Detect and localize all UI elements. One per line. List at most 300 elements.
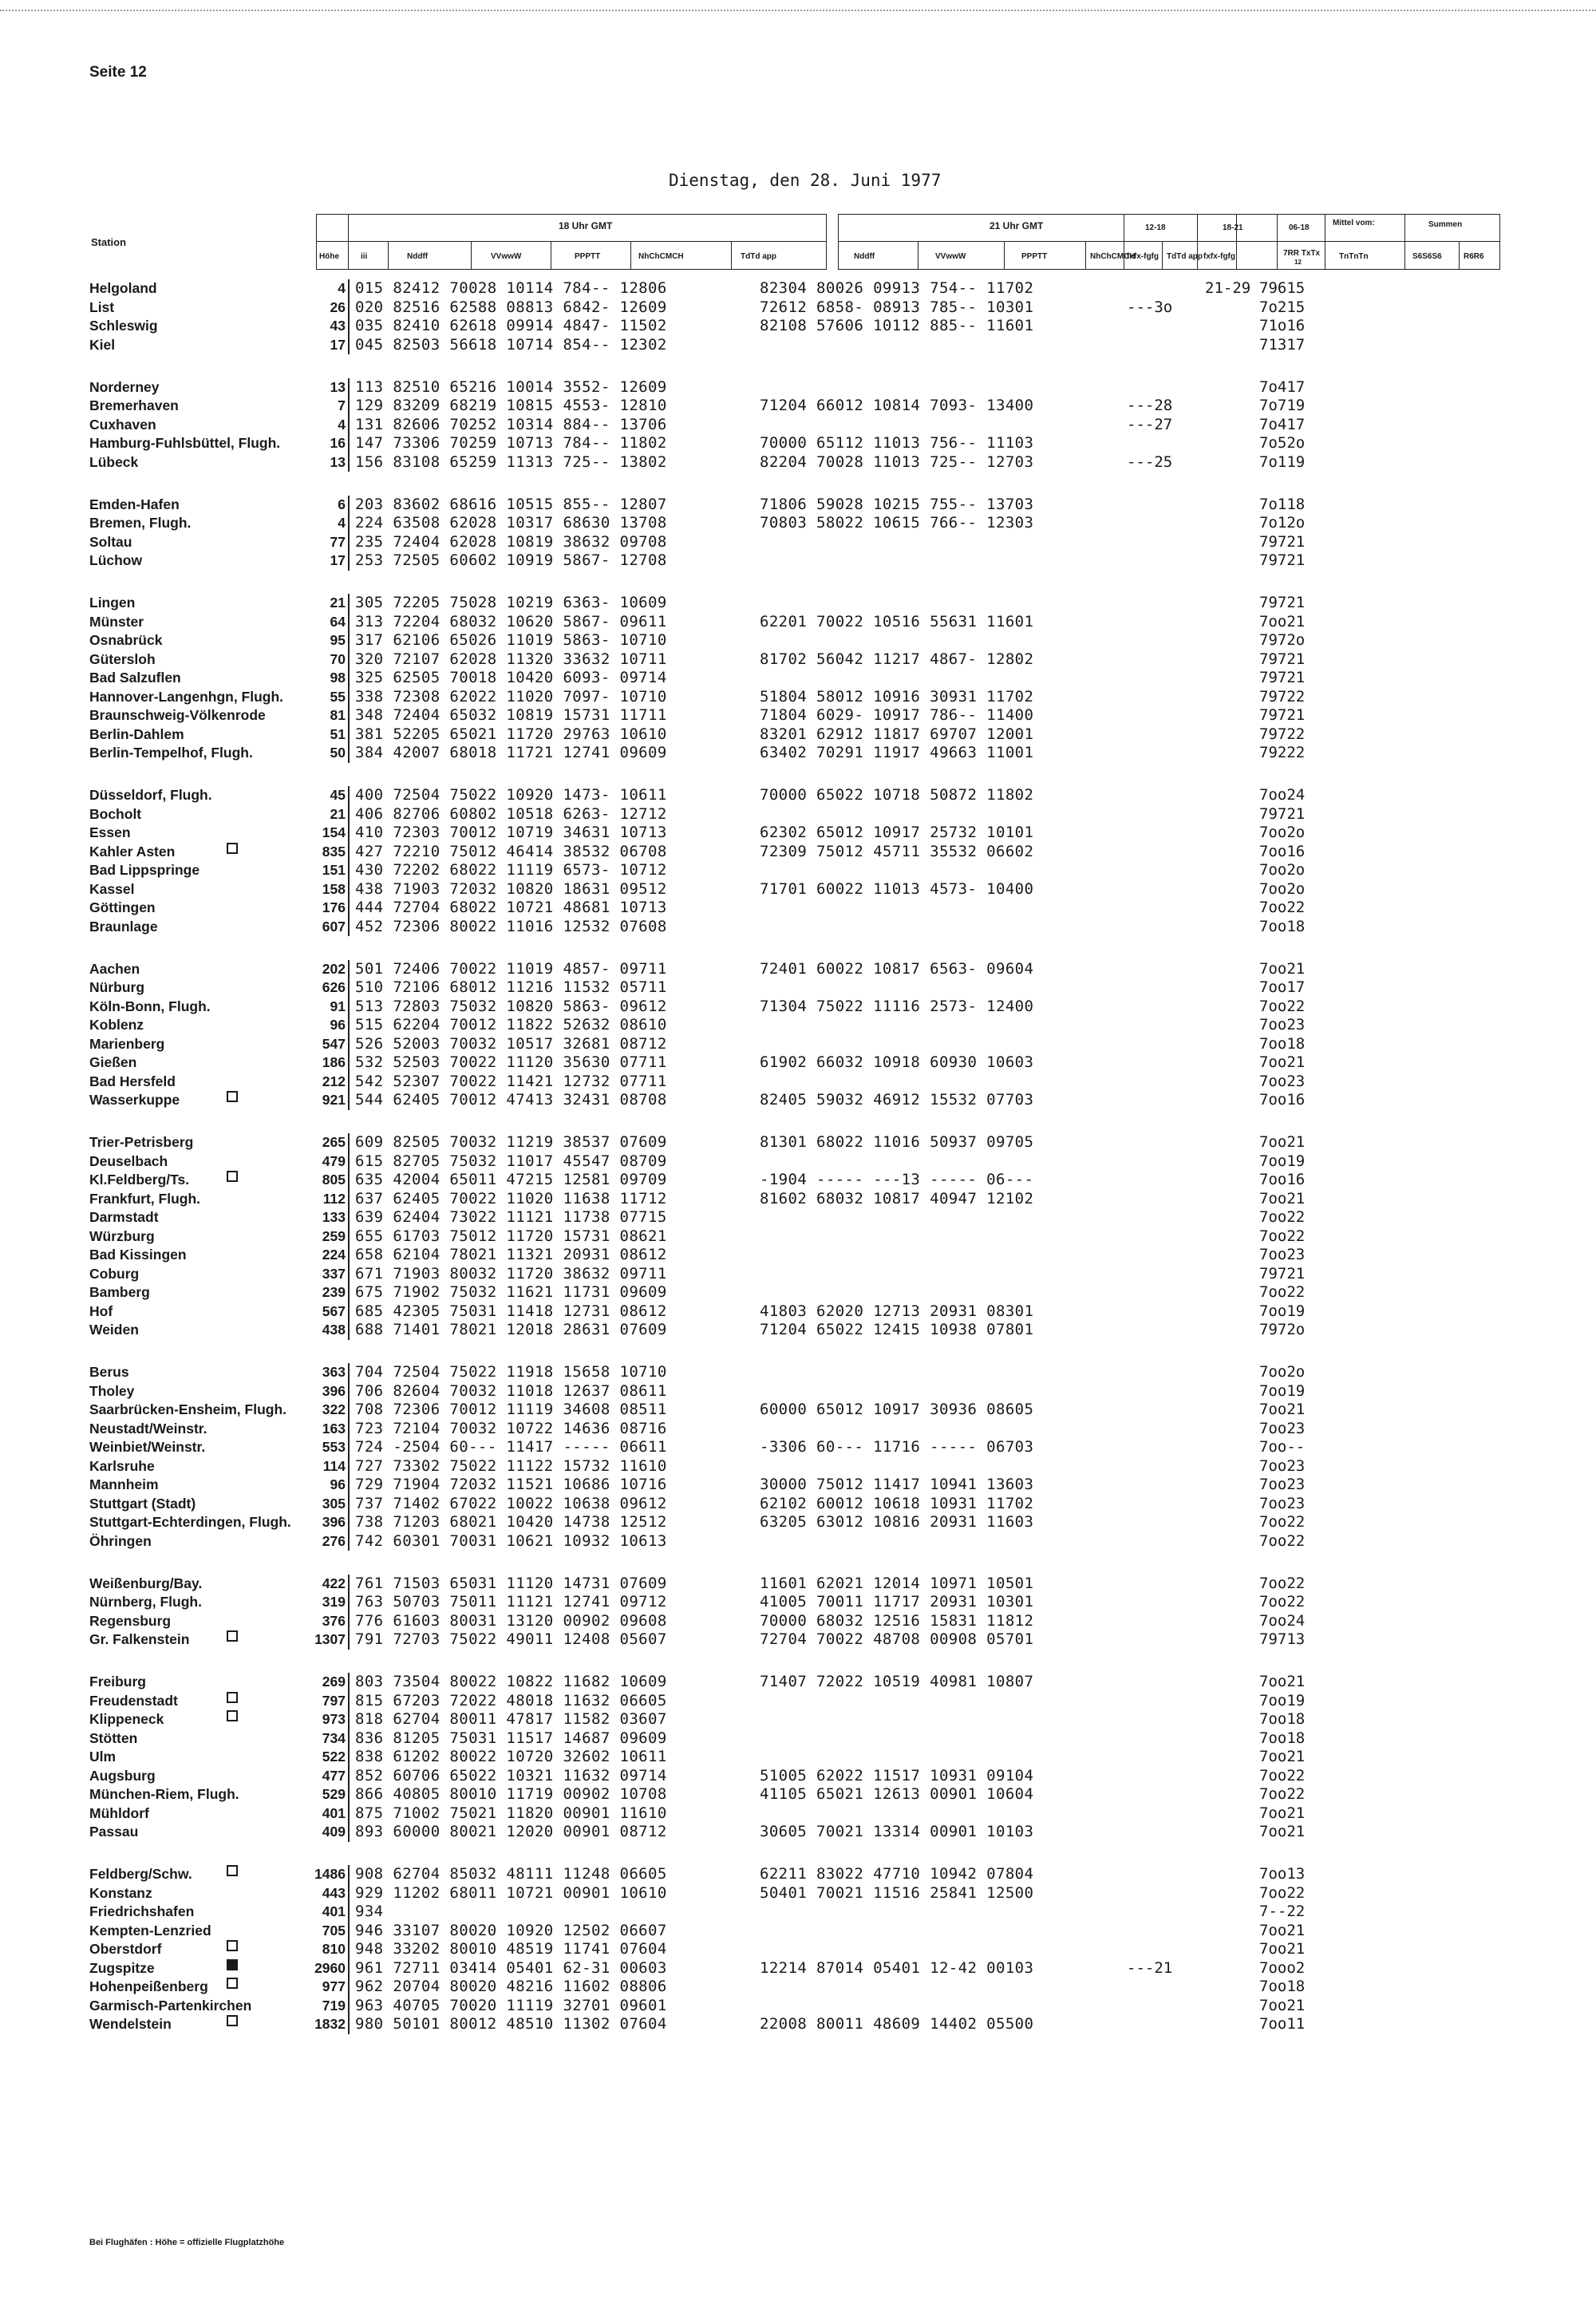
table-row [0, 416, 1596, 435]
obs-18-utc: 791 72703 75022 49011 12408 05607 [355, 1630, 667, 1648]
obs-21-utc: 12214 87014 05401 12-42 00103 [760, 1958, 1034, 1977]
mittel-value: 79721 [1259, 669, 1306, 686]
obs-18-utc: 513 72803 75032 10820 5863- 09612 [355, 997, 667, 1015]
station-altitude: 4 [338, 416, 346, 433]
table-row [0, 1190, 1596, 1209]
column-divider [348, 1884, 350, 1903]
open-square-icon [227, 1171, 238, 1182]
col18-pppt: PPPTT [575, 252, 601, 261]
col-r6: R6R6 [1464, 252, 1484, 261]
station-name: Norderney [89, 378, 160, 395]
station-altitude: 21 [330, 805, 346, 822]
station-altitude: 805 [322, 1172, 346, 1188]
station-name: Emden-Hafen [89, 496, 180, 512]
column-divider [348, 1246, 350, 1265]
col-06-18: 06-18 [1289, 223, 1310, 232]
obs-18-utc: 727 73302 75022 11122 15732 11610 [355, 1456, 667, 1475]
col18-nddff: Nddff [407, 252, 429, 261]
station-name: Braunschweig-Völkenrode [89, 707, 266, 723]
station-altitude: 2960 [314, 1959, 346, 1976]
obs-21-utc: 51005 62022 11517 10931 09104 [760, 1766, 1034, 1784]
column-divider [348, 1903, 350, 1922]
station-altitude: 239 [322, 1284, 346, 1300]
station-name: Zugspitze [89, 1959, 155, 1976]
table-row [0, 880, 1596, 899]
mittel-value: 7oo22 [1259, 1283, 1306, 1301]
obs-18-utc: 501 72406 70022 11019 4857- 09711 [355, 959, 667, 978]
obs-18-utc: 803 73504 80022 10822 11682 10609 [355, 1673, 667, 1690]
col-mittel: Mittel vom: [1333, 219, 1375, 227]
obs-18-utc: 961 72711 03414 05401 62-31 00603 [355, 1958, 667, 1977]
obs-18-utc: 609 82505 70032 11219 38537 07609 [355, 1133, 667, 1151]
obs-18-utc: 406 82706 60802 10518 6263- 12712 [355, 804, 667, 823]
obs-21-utc: 41803 62020 12713 20931 08301 [760, 1302, 1034, 1320]
station-altitude: 607 [322, 918, 346, 935]
mittel-value: 7oo16 [1259, 1171, 1306, 1188]
station-name: Berlin-Tempelhof, Flugh. [89, 745, 253, 761]
obs-18-utc: 129 83209 68219 10815 4553- 12810 [355, 397, 667, 414]
obs-18-utc: 908 62704 85032 48111 11248 06605 [355, 1865, 667, 1883]
obs-18-utc: 704 72504 75022 11918 15658 10710 [355, 1363, 667, 1381]
column-divider [348, 533, 350, 552]
column-divider [348, 843, 350, 862]
column-divider [348, 650, 350, 670]
open-square-icon [227, 1091, 238, 1102]
gust-12-18: ---3o [1127, 298, 1173, 316]
table-row [0, 899, 1596, 918]
obs-18-utc: 325 62505 70018 10420 6093- 09714 [355, 669, 667, 686]
obs-21-utc: 82405 59032 46912 15532 07703 [760, 1091, 1034, 1109]
column-divider [348, 960, 350, 979]
obs-18-utc: 836 81205 75031 11517 14687 09609 [355, 1729, 667, 1747]
station-altitude: 1486 [314, 1866, 346, 1882]
station-name: Karlsruhe [89, 1457, 155, 1474]
mittel-value: 7oo24 [1259, 1611, 1306, 1630]
table-row [0, 978, 1596, 998]
table-row [0, 1073, 1596, 1092]
station-group [0, 496, 1596, 571]
mittel-value: 7oo23 [1259, 1476, 1306, 1493]
obs-18-utc: 452 72306 80022 11016 12532 07608 [355, 917, 667, 935]
station-name: Bremerhaven [89, 397, 179, 413]
station-name: Weinbiet/Weinstr. [89, 1439, 206, 1455]
table-row [0, 298, 1596, 318]
table-row [0, 1321, 1596, 1340]
column-divider [348, 1302, 350, 1322]
station-altitude: 265 [322, 1134, 346, 1150]
station-altitude: 51 [330, 725, 346, 742]
station-name: Koblenz [89, 1017, 144, 1033]
obs-18-utc: 963 40705 70020 11119 32701 09601 [355, 1996, 667, 2014]
obs-21-utc: 41105 65021 12613 00901 10604 [760, 1785, 1034, 1803]
column-divider [348, 1133, 350, 1152]
obs-21-utc: 71701 60022 11013 4573- 10400 [760, 879, 1034, 898]
column-divider [348, 1265, 350, 1284]
station-name: Konstanz [89, 1884, 152, 1901]
gust-12-18: ---25 [1127, 453, 1173, 471]
table-row [0, 1978, 1596, 1997]
table-row [0, 786, 1596, 805]
station-altitude: 163 [322, 1420, 346, 1437]
table-row [0, 1152, 1596, 1172]
station-altitude: 322 [322, 1401, 346, 1417]
station-name: Braunlage [89, 918, 158, 935]
obs-21-utc: 70803 58022 10615 766-- 12303 [760, 514, 1034, 532]
column-divider [348, 631, 350, 650]
obs-18-utc: 410 72303 70012 10719 34631 10713 [355, 824, 667, 841]
mittel-value: 7o215 [1259, 298, 1306, 316]
obs-21-utc: 72309 75012 45711 35532 06602 [760, 842, 1034, 860]
column-divider [348, 688, 350, 707]
station-altitude: 202 [322, 960, 346, 977]
table-row [0, 1053, 1596, 1073]
column-divider [348, 1940, 350, 1959]
table-row [0, 1922, 1596, 1941]
station-name: Kahler Asten [89, 843, 176, 860]
mittel-value: 7972o [1259, 1321, 1306, 1338]
col-summen: Summen [1428, 220, 1463, 229]
station-name: Mannheim [89, 1476, 159, 1492]
station-altitude: 158 [322, 880, 346, 897]
table-row [0, 397, 1596, 416]
table-row [0, 1710, 1596, 1729]
station-altitude: 269 [322, 1674, 346, 1690]
station-altitude: 547 [322, 1035, 346, 1052]
column-divider [348, 1091, 350, 1110]
col-fx1: fxfx-fgfg [1127, 252, 1159, 261]
mittel-value: 7o52o [1259, 434, 1306, 452]
station-altitude: 973 [322, 1711, 346, 1727]
station-group [0, 378, 1596, 472]
mittel-value: 7oo21 [1259, 1673, 1306, 1690]
table-row [0, 1997, 1596, 2016]
obs-21-utc: 63402 70291 11917 49663 11001 [760, 744, 1034, 761]
column-divider [348, 918, 350, 937]
group-18-uhr: 18 Uhr GMT [559, 220, 613, 231]
column-divider [348, 1208, 350, 1227]
station-name: Friedrichshafen [89, 1903, 195, 1919]
column-divider [348, 1865, 350, 1884]
station-altitude: 70 [330, 650, 346, 667]
mittel-value: 7oo21 [1259, 1804, 1306, 1822]
mittel-value: 7ooo2 [1259, 1958, 1306, 1977]
obs-21-utc: 30605 70021 13314 00901 10103 [760, 1823, 1034, 1840]
obs-21-utc: 50401 70021 11516 25841 12500 [760, 1883, 1034, 1902]
station-name: Regensburg [89, 1612, 172, 1629]
table-row [0, 706, 1596, 725]
obs-18-utc: 688 71401 78021 12018 28631 07609 [355, 1321, 667, 1338]
station-altitude: 212 [322, 1073, 346, 1089]
obs-21-utc: 11601 62021 12014 10971 10501 [760, 1574, 1034, 1592]
column-divider [348, 1612, 350, 1631]
table-row [0, 1823, 1596, 1842]
obs-18-utc: 729 71904 72032 11521 10686 10716 [355, 1476, 667, 1493]
table-row [0, 434, 1596, 453]
col-7rr: 7RR TxTx [1283, 249, 1321, 258]
column-divider [348, 1630, 350, 1650]
station-name: Kassel [89, 880, 135, 897]
mittel-value: 79722 [1259, 687, 1306, 705]
station-name: Klippeneck [89, 1711, 164, 1727]
table-row [0, 1532, 1596, 1551]
mittel-value: 7oo21 [1259, 1921, 1306, 1939]
obs-21-utc: 72612 6858- 08913 785-- 10301 [760, 298, 1034, 316]
station-altitude: 45 [330, 787, 346, 803]
obs-18-utc: 384 42007 68018 11721 12741 09609 [355, 744, 667, 761]
obs-18-utc: 156 83108 65259 11313 725-- 13802 [355, 453, 667, 471]
mittel-value: 7oo2o [1259, 879, 1306, 898]
gust-12-18: ---21 [1127, 1958, 1173, 1977]
mittel-value: 7oo22 [1259, 1227, 1306, 1245]
table-row [0, 594, 1596, 613]
table-row [0, 1785, 1596, 1804]
page-date: Dienstag, den 28. Juni 1977 [669, 171, 942, 190]
obs-18-utc: 320 72107 62028 11320 33632 10711 [355, 650, 667, 668]
column-divider [348, 1785, 350, 1804]
mittel-value: 7oo21 [1259, 1189, 1306, 1207]
station-name: Gr. Falkenstein [89, 1631, 190, 1647]
obs-18-utc: 685 42305 75031 11418 12731 08612 [355, 1302, 667, 1320]
station-altitude: 719 [322, 1997, 346, 2014]
station-name: Bamberg [89, 1284, 150, 1300]
station-name: Ulm [89, 1749, 117, 1765]
station-altitude: 77 [330, 533, 346, 550]
obs-18-utc: 815 67203 72022 48018 11632 06605 [355, 1691, 667, 1709]
obs-21-utc: 81602 68032 10817 40947 12102 [760, 1189, 1034, 1207]
mittel-value: 79721 [1259, 650, 1306, 668]
table-row [0, 1457, 1596, 1476]
station-name: Bocholt [89, 805, 142, 822]
obs-18-utc: 438 71903 72032 10820 18631 09512 [355, 879, 667, 898]
column-divider [348, 725, 350, 745]
obs-18-utc: 866 40805 80010 11719 00902 10708 [355, 1785, 667, 1803]
obs-18-utc: 738 71203 68021 10420 14738 12512 [355, 1513, 667, 1531]
obs-21-utc: -3306 60--- 11716 ----- 06703 [760, 1438, 1034, 1456]
table-row [0, 551, 1596, 571]
station-altitude: 133 [322, 1209, 346, 1225]
mittel-value: 7972o [1259, 631, 1306, 649]
table-row [0, 1959, 1596, 1978]
station-table [0, 279, 1596, 2057]
obs-18-utc: 818 62704 80011 47817 11582 03607 [355, 1710, 667, 1728]
column-divider [348, 1532, 350, 1551]
station-altitude: 422 [322, 1575, 346, 1591]
column-divider [348, 613, 350, 632]
open-square-icon [227, 843, 238, 854]
mittel-value: 7oo2o [1259, 861, 1306, 879]
mittel-value: 79222 [1259, 744, 1306, 761]
station-name: Coburg [89, 1265, 140, 1282]
mittel-value: 7oo23 [1259, 1419, 1306, 1437]
col-hoehe: Höhe [319, 252, 339, 261]
column-divider [348, 298, 350, 318]
open-square-icon [227, 1692, 238, 1703]
station-group [0, 1673, 1596, 1842]
station-name: Aachen [89, 960, 140, 977]
station-altitude: 522 [322, 1749, 346, 1765]
station-altitude: 797 [322, 1692, 346, 1709]
column-divider [348, 1073, 350, 1092]
column-divider [348, 1035, 350, 1054]
obs-21-utc: 82204 70028 11013 725-- 12703 [760, 453, 1034, 471]
obs-18-utc: 526 52003 70032 10517 32681 08712 [355, 1034, 667, 1053]
obs-21-utc: 51804 58012 10916 30931 11702 [760, 687, 1034, 705]
obs-18-utc: 637 62405 70022 11020 11638 11712 [355, 1189, 667, 1207]
table-row [0, 533, 1596, 552]
column-divider [348, 786, 350, 805]
obs-18-utc: 224 63508 62028 10317 68630 13708 [355, 514, 667, 532]
mittel-value: 7oo22 [1259, 1593, 1306, 1610]
table-row [0, 1748, 1596, 1767]
station-altitude: 305 [322, 1495, 346, 1512]
column-divider [348, 594, 350, 613]
mittel-value: 7oo22 [1259, 1208, 1306, 1226]
station-altitude: 4 [338, 280, 346, 296]
column-divider [348, 1016, 350, 1035]
mittel-value: 7oo22 [1259, 1513, 1306, 1531]
column-divider [348, 669, 350, 688]
station-altitude: 17 [330, 552, 346, 568]
obs-21-utc: 41005 70011 11717 20931 10301 [760, 1593, 1034, 1610]
obs-21-utc: 62102 60012 10618 10931 11702 [760, 1494, 1034, 1512]
station-altitude: 835 [322, 843, 346, 860]
mittel-value: 79721 [1259, 594, 1306, 611]
station-altitude: 154 [322, 824, 346, 840]
filled-square-icon [227, 1959, 238, 1970]
station-altitude: 112 [322, 1190, 346, 1207]
column-divider [348, 1673, 350, 1692]
station-altitude: 396 [322, 1382, 346, 1399]
table-row [0, 1575, 1596, 1594]
table-row [0, 1438, 1596, 1457]
station-name: Wasserkuppe [89, 1092, 180, 1108]
open-square-icon [227, 1710, 238, 1721]
station-altitude: 13 [330, 378, 346, 395]
obs-18-utc: 708 72306 70012 11119 34608 08511 [355, 1401, 667, 1418]
obs-18-utc: 742 60301 70031 10621 10932 10613 [355, 1531, 667, 1550]
station-name: Tholey [89, 1382, 135, 1399]
mittel-value: 7oo21 [1259, 1823, 1306, 1840]
station-name: Stuttgart (Stadt) [89, 1495, 196, 1512]
obs-21-utc: 62211 83022 47710 10942 07804 [760, 1865, 1034, 1883]
station-altitude: 529 [322, 1786, 346, 1802]
column-divider [348, 880, 350, 899]
table-row [0, 1283, 1596, 1302]
station-altitude: 1307 [314, 1631, 346, 1647]
column-divider [348, 1438, 350, 1457]
table-row [0, 1630, 1596, 1650]
station-altitude: 64 [330, 613, 346, 630]
obs-18-utc: 020 82516 62588 08813 6842- 12609 [355, 298, 667, 316]
table-row [0, 1227, 1596, 1247]
column-divider [348, 1401, 350, 1420]
station-altitude: 96 [330, 1476, 346, 1492]
station-altitude: 17 [330, 336, 346, 353]
obs-21-utc: 60000 65012 10917 30936 08605 [760, 1401, 1034, 1418]
table-row [0, 1593, 1596, 1612]
mittel-value: 7oo18 [1259, 1710, 1306, 1728]
obs-21-utc: 30000 75012 11417 10941 13603 [760, 1476, 1034, 1493]
table-row [0, 1692, 1596, 1711]
obs-18-utc: 875 71002 75021 11820 00901 11610 [355, 1804, 667, 1822]
mittel-value: 7oo23 [1259, 1072, 1306, 1090]
mittel-value: 7oo19 [1259, 1152, 1306, 1170]
obs-18-utc: 763 50703 75011 11121 12741 09712 [355, 1593, 667, 1610]
station-name: Kl.Feldberg/Ts. [89, 1172, 190, 1188]
table-row [0, 1035, 1596, 1054]
column-divider [348, 378, 350, 397]
station-altitude: 96 [330, 1017, 346, 1033]
obs-18-utc: 838 61202 80022 10720 32602 10611 [355, 1748, 667, 1765]
station-name: Weiden [89, 1322, 139, 1338]
mittel-value: 7oo23 [1259, 1016, 1306, 1033]
column-divider [348, 2015, 350, 2034]
column-divider [348, 1593, 350, 1612]
obs-21-utc: 22008 80011 48609 14402 05500 [760, 2015, 1034, 2033]
table-row [0, 1171, 1596, 1190]
mittel-value: 7oo22 [1259, 899, 1306, 916]
station-group [0, 1575, 1596, 1650]
table-row [0, 861, 1596, 880]
column-divider [348, 1457, 350, 1476]
station-group [0, 960, 1596, 1110]
table-row [0, 1729, 1596, 1749]
station-name: Göttingen [89, 899, 156, 915]
obs-18-utc: 658 62104 78021 11321 20931 08612 [355, 1246, 667, 1263]
column-divider [348, 1710, 350, 1729]
mittel-value: 7oo17 [1259, 978, 1306, 996]
station-name: Bad Lippspringe [89, 862, 200, 878]
column-divider [348, 744, 350, 763]
gust-12-18: ---28 [1127, 397, 1173, 414]
obs-18-utc: 776 61603 80031 13120 00902 09608 [355, 1611, 667, 1630]
open-square-icon [227, 1865, 238, 1876]
station-name: Kempten-Lenzried [89, 1922, 211, 1939]
obs-18-utc: 737 71402 67022 10022 10638 09612 [355, 1494, 667, 1512]
column-divider [348, 1171, 350, 1190]
obs-18-utc: 444 72704 68022 10721 48681 10713 [355, 899, 667, 916]
obs-18-utc: 542 52307 70022 11421 12732 07711 [355, 1072, 667, 1090]
mittel-value: 7o119 [1259, 453, 1306, 471]
obs-18-utc: 544 62405 70012 47413 32431 08708 [355, 1091, 667, 1109]
station-altitude: 626 [322, 979, 346, 995]
station-name: Lüchow [89, 552, 143, 568]
obs-21-utc: 71804 6029- 10917 786-- 11400 [760, 706, 1034, 724]
station-altitude: 977 [322, 1978, 346, 1994]
station-altitude: 98 [330, 670, 346, 686]
column-divider [348, 1804, 350, 1824]
col-7rr-sub: 12 [1294, 259, 1302, 266]
station-name: Feldberg/Schw. [89, 1866, 192, 1882]
mittel-value: 79721 [1259, 551, 1306, 569]
station-altitude: 438 [322, 1322, 346, 1338]
obs-18-utc: 515 62204 70012 11822 52632 08610 [355, 1016, 667, 1033]
mittel-value: 7oo23 [1259, 1456, 1306, 1475]
mittel-value: 7oo21 [1259, 1133, 1306, 1151]
column-divider [348, 1748, 350, 1767]
obs-18-utc: 313 72204 68032 10620 5867- 09611 [355, 612, 667, 630]
mittel-value: 7oo16 [1259, 1091, 1306, 1109]
station-altitude: 55 [330, 688, 346, 705]
obs-21-utc: 70000 65022 10718 50872 11802 [760, 786, 1034, 804]
obs-18-utc: 723 72104 70032 10722 14636 08716 [355, 1419, 667, 1437]
column-divider [348, 1363, 350, 1382]
station-name: Bad Kissingen [89, 1247, 187, 1263]
obs-18-utc: 348 72404 65032 10819 15731 11711 [355, 706, 667, 724]
table-row [0, 669, 1596, 688]
station-altitude: 224 [322, 1247, 346, 1263]
page-number: Seite 12 [89, 64, 147, 81]
